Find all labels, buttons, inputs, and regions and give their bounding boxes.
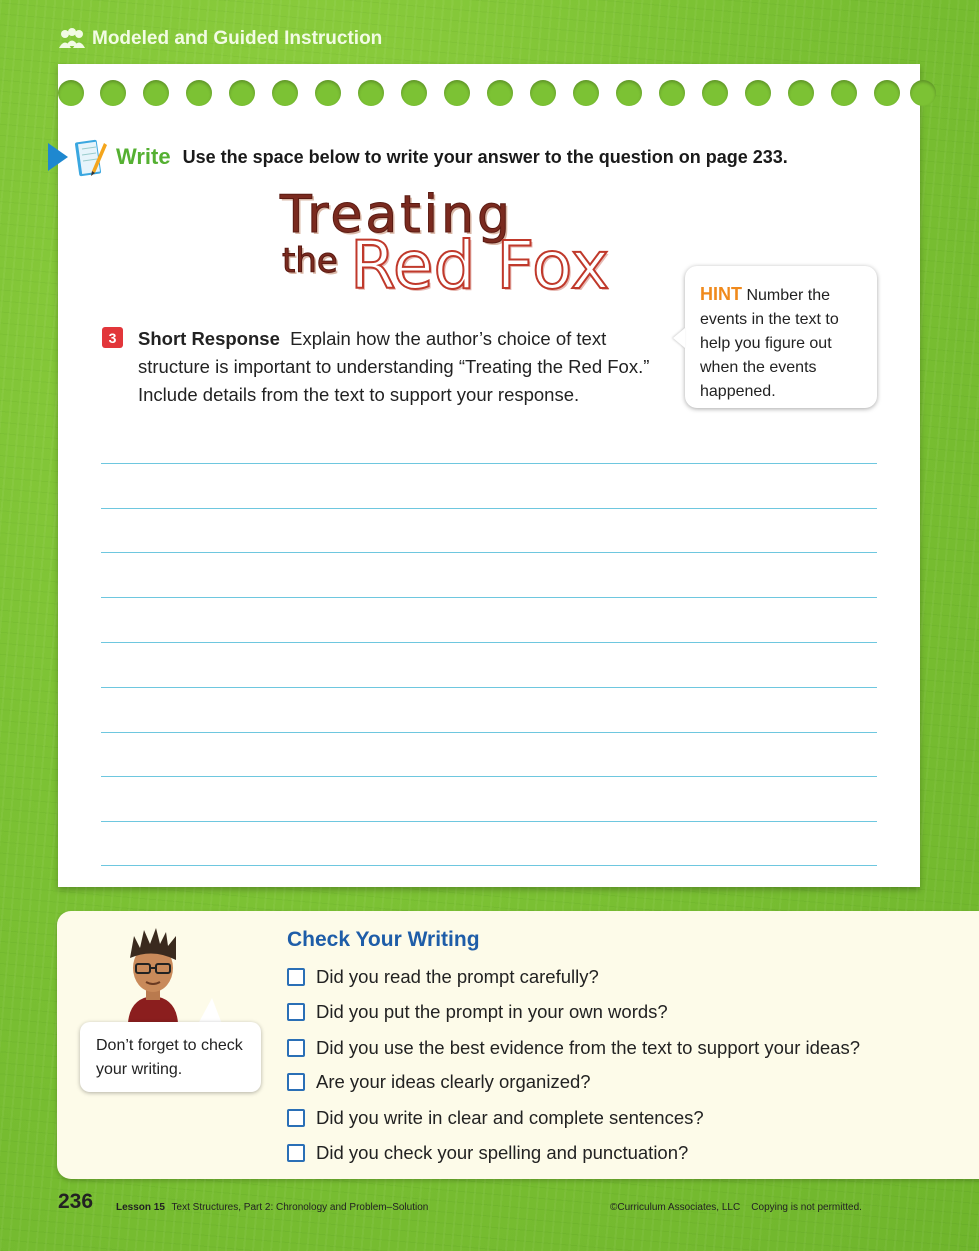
student-avatar — [108, 928, 198, 1023]
binder-holes — [58, 80, 920, 110]
write-instruction-row — [48, 135, 948, 179]
checklist-item-label: Did you read the prompt carefully? — [316, 966, 599, 987]
story-title-the: the — [282, 241, 338, 281]
hint-text: Number the events in the text to help you figure out when the events happened. — [700, 287, 839, 400]
speech-bubble — [80, 1022, 261, 1092]
checkbox[interactable] — [287, 968, 305, 986]
story-title — [276, 185, 636, 305]
notebook-pencil-icon — [74, 135, 108, 179]
page-footer — [58, 1190, 918, 1220]
checklist-item-label: Did you put the prompt in your own words? — [316, 1001, 668, 1022]
lesson-info — [116, 1202, 428, 1213]
speech-bubble-text: Don’t forget to check your writing. — [96, 1037, 243, 1078]
checklist-item[interactable] — [287, 1037, 860, 1059]
answer-line[interactable] — [101, 463, 877, 464]
story-title-line2: Red Fox — [350, 227, 610, 304]
check-writing-title: Check Your Writing — [287, 928, 480, 951]
write-instruction: Use the space below to write your answer to the question on page 233. — [182, 146, 788, 167]
checkbox[interactable] — [287, 1144, 305, 1162]
checkbox[interactable] — [287, 1039, 305, 1057]
checklist-item-label: Did you write in clear and complete sentences? — [316, 1107, 704, 1128]
hint-label: HINT — [700, 284, 742, 304]
checklist-item-label: Are your ideas clearly organized? — [316, 1071, 591, 1092]
answer-line[interactable] — [101, 776, 877, 777]
question-number-badge: 3 — [102, 327, 123, 348]
answer-line[interactable] — [101, 821, 877, 822]
people-icon — [58, 28, 86, 50]
answer-line[interactable] — [101, 687, 877, 688]
checklist-item[interactable] — [287, 1071, 591, 1093]
section-header-title: Modeled and Guided Instruction — [92, 28, 383, 49]
answer-line[interactable] — [101, 732, 877, 733]
answer-line[interactable] — [101, 865, 877, 866]
checklist-item[interactable] — [287, 966, 599, 988]
question-label: Short Response — [138, 328, 280, 349]
play-arrow-icon — [48, 143, 68, 171]
lesson-title: Text Structures, Part 2: Chronology and Problem–Solution — [171, 1202, 429, 1213]
page-number: 236 — [58, 1190, 94, 1213]
question-prompt — [138, 325, 668, 409]
copyright-notice: ©Curriculum Associates, LLC Copying is not permitted. — [610, 1202, 862, 1213]
checkbox[interactable] — [287, 1073, 305, 1091]
section-header — [58, 28, 382, 50]
hint-box — [685, 266, 877, 408]
write-label: Write — [116, 144, 171, 169]
checklist-item[interactable] — [287, 1107, 704, 1129]
lesson-label: Lesson 15 — [116, 1202, 165, 1213]
checklist-item[interactable] — [287, 1001, 668, 1023]
story-title-line1: Treating — [280, 185, 514, 245]
answer-line[interactable] — [101, 642, 877, 643]
checkbox[interactable] — [287, 1003, 305, 1021]
checklist-item-label: Did you use the best evidence from the text to support your ideas? — [316, 1037, 861, 1058]
question-text: Explain how the author’s choice of text structure is important to understanding “Treating the Red Fox.” Include details from the text to support your response. — [138, 328, 650, 405]
answer-line[interactable] — [101, 597, 877, 598]
checklist-item-label: Did you check your spelling and punctuation? — [316, 1142, 689, 1163]
answer-line[interactable] — [101, 508, 877, 509]
checklist-item[interactable] — [287, 1142, 688, 1164]
answer-line[interactable] — [101, 552, 877, 553]
checkbox[interactable] — [287, 1109, 305, 1127]
